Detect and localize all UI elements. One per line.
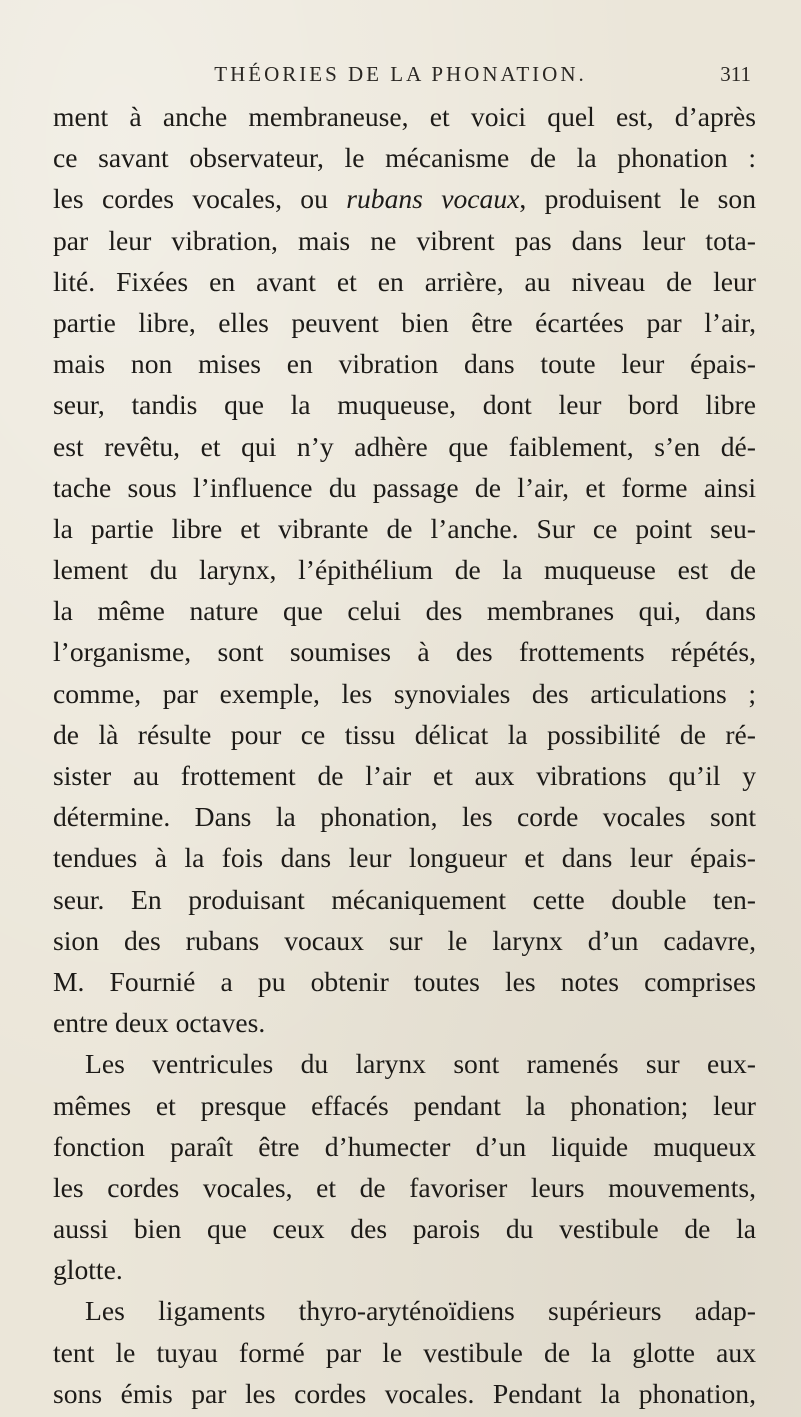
page-number: 311 bbox=[720, 62, 751, 86]
text-line: lement du larynx, l’épithélium de la muqueuse est de bbox=[53, 554, 756, 586]
text-line: la même nature que celui des membranes qui, dans bbox=[53, 595, 756, 627]
text-line: sister au frottement de l’air et aux vibrations qu’il y bbox=[53, 760, 756, 791]
text-line: la partie libre et vibrante de l’anche. Sur ce point seu- bbox=[53, 512, 756, 544]
text-line: mêmes et presque effacés pendant la phonation; leur bbox=[53, 1089, 756, 1121]
text-line: de là résulte pour ce tissu délicat la possibilité de ré- bbox=[53, 718, 756, 750]
text-line: mais non mises en vibration dans toute leur épais- bbox=[53, 348, 756, 380]
paragraph-start-line: Les ventricules du larynx sont ramenés sur eux- bbox=[85, 1048, 756, 1080]
text-line: sons émis par les cordes vocales. Pendant la phonation, bbox=[53, 1377, 756, 1409]
text-line: seur. En produisant mécaniquement cette double ten- bbox=[53, 883, 756, 915]
text-segment: les cordes vocales, ou bbox=[53, 183, 347, 215]
text-line: les cordes vocales, et de favoriser leurs mouvements, bbox=[53, 1171, 756, 1203]
text-line bbox=[53, 178, 756, 219]
text-line: seur, tandis que la muqueuse, dont leur bord libre bbox=[53, 389, 756, 421]
running-title: THÉORIES DE LA PHONATION. bbox=[214, 62, 587, 86]
body-text bbox=[53, 96, 756, 1414]
text-line: glotte. bbox=[53, 1254, 123, 1286]
text-line: comme, par exemple, les synoviales des articulations ; bbox=[53, 677, 756, 709]
text-line: ce savant observateur, le mécanisme de la phonation : bbox=[53, 142, 756, 174]
text-line: par leur vibration, mais ne vibrent pas dans leur tota- bbox=[53, 224, 756, 256]
text-line: l’organisme, sont soumises à des frottements répétés, bbox=[53, 636, 756, 668]
text-line: sion des rubans vocaux sur le larynx d’un cadavre, bbox=[53, 924, 756, 956]
text-line: tent le tuyau formé par le vestibule de la glotte aux bbox=[53, 1336, 756, 1368]
paragraph-start-line: Les ligaments thyro-aryténoïdiens supérieurs adap- bbox=[85, 1295, 756, 1327]
italic-term: rubans vocaux bbox=[346, 183, 520, 215]
text-line: est revêtu, et qui n’y adhère que faiblement, s’en dé- bbox=[53, 430, 756, 462]
text-segment: , produisent le son bbox=[519, 183, 756, 215]
text-line: détermine. Dans la phonation, les corde vocales sont bbox=[53, 801, 756, 833]
text-line: fonction paraît être d’humecter d’un liquide muqueux bbox=[53, 1130, 756, 1162]
text-line: tendues à la fois dans leur longueur et dans leur épais- bbox=[53, 842, 756, 874]
text-line: tache sous l’influence du passage de l’air, et forme ainsi bbox=[53, 471, 756, 503]
text-line: partie libre, elles peuvent bien être écartées par l’air, bbox=[53, 306, 756, 338]
text-line: ment à anche membraneuse, et voici quel est, d’après bbox=[53, 101, 756, 132]
running-head bbox=[0, 62, 801, 92]
text-line: M. Fournié a pu obtenir toutes les notes comprises bbox=[53, 965, 756, 997]
text-line: aussi bien que ceux des parois du vestibule de la bbox=[53, 1213, 756, 1245]
text-line: lité. Fixées en avant et en arrière, au niveau de leur bbox=[53, 265, 756, 297]
text-line: entre deux octaves. bbox=[53, 1007, 266, 1039]
